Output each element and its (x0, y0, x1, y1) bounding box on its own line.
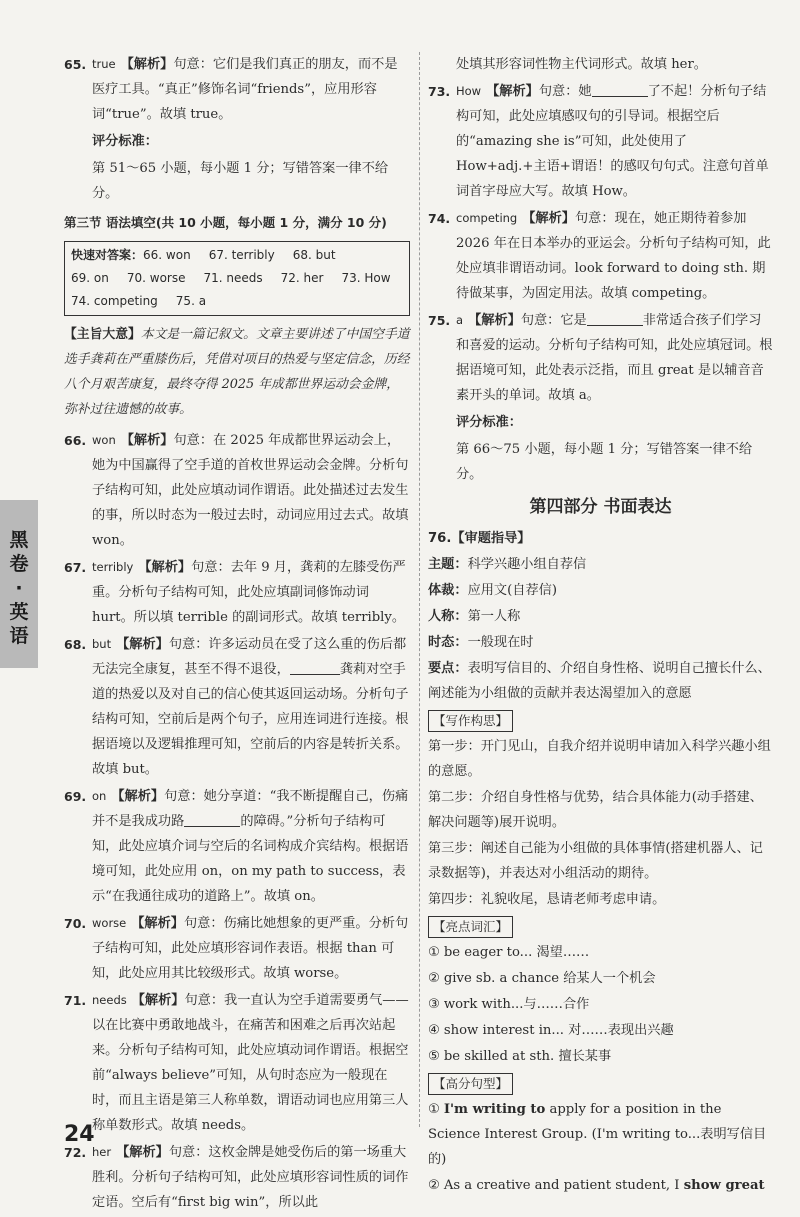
section-label: 【高分句型】 (428, 1073, 513, 1095)
analysis-text: 句意：我一直认为空手道需要勇气——以在比赛中勇敢地战斗，在痛苦和困难之后再次站起来。分析句子结构可知，此处应填动词作谓语。根据空前“always believe”可知，从句时态应为一般现在时，而且主语是第三人称单数，谓语动词也应用第三人称单数形式。故填 needs。 (92, 993, 409, 1133)
writing-step: 第一步：开门见山，自我介绍并说明申请加入科学兴趣小组的意愿。 (428, 739, 771, 779)
analysis-text: 句意：伤痛比她想象的更严重。分析句子结构可知，此处应填形容词作表语。根据 than 可知，此处应用其比较级形式。故填 worse。 (92, 916, 409, 981)
guide-row (428, 552, 773, 577)
analysis-tag: 【解析】 (486, 84, 539, 99)
question-number: 65. (64, 57, 87, 72)
answer-word: won (92, 433, 116, 447)
analysis-text: 了不起！分析句子结构可知，此处应填感叹句的引导词。根据空后的“amazing she is”可知，此处使用了 How+adj.+主语+谓语！的感叹句句式。注意句首单词首字母应大写。故填 How。 (456, 84, 769, 199)
writing-step: 第三步：阐述自己能为小组做的具体事情(搭建机器人、记录数据等)，并表达对小组活动的期待。 (428, 841, 763, 881)
guide-key: 主题： (428, 557, 468, 572)
side-tab-char: 黑 (9, 529, 29, 551)
question-number: 76. (428, 531, 452, 546)
quick-answer: 70. worse (126, 271, 186, 285)
analysis-text: 龚莉对空手道的热爱以及对自己的信心使其返回运动场。分析句子结构可知，空前后是两个句子，应用连词进行连接。根据语境以及逻辑推理可知，空前后的内容是转折关系。故填 but。 (92, 662, 409, 777)
question-number: 66. (64, 433, 87, 448)
answer-word: needs (92, 993, 127, 1007)
quick-answer: 74. competing (71, 294, 158, 308)
blank-line (592, 82, 648, 97)
answer-word: true (92, 57, 116, 71)
question-number: 73. (428, 84, 451, 99)
guide-value: 第一人称 (467, 609, 521, 624)
guide-row (428, 604, 773, 629)
guide-row (428, 630, 773, 655)
analysis-tag: 【解析】 (522, 211, 575, 226)
vocab-item (428, 992, 773, 1017)
question-number: 70. (64, 916, 87, 931)
vocab-zh: 对……表现出兴趣 (568, 1023, 674, 1038)
side-tab-char: 英 (9, 601, 29, 623)
side-tab-char: 语 (9, 625, 29, 647)
main-idea-text: 本文是一篇记叙文。文章主要讲述了中国空手道选手龚莉在严重膝伤后，凭借对项目的热爱与坚定信念，历经八个月艰苦康复，最终夺得 2025 年成都世界运动会金牌，弥补过往遗憾的故事。 (64, 327, 410, 417)
sentence-number: ① (428, 1102, 440, 1117)
writing-step: 第四步：礼貌收尾，恳请老师考虑申请。 (428, 892, 666, 907)
right-column (428, 52, 773, 1199)
sentence-bold: show great (683, 1178, 765, 1193)
quick-answer: 67. terribly (208, 248, 275, 262)
answer-70 (64, 911, 410, 986)
analysis-text: 句意：这枚金牌是她受伤后的第一场重大胜利。分析句子结构可知，此处应填形容词性质的词作定语。空后有“first big win”，所以此 (92, 1145, 409, 1210)
guide-value: 科学兴趣小组自荐信 (467, 557, 587, 572)
section-label: 【写作构思】 (428, 710, 513, 732)
guide-key: 人称： (428, 609, 468, 624)
answer-72 (64, 1140, 410, 1215)
analysis-tag: 【解析】 (131, 916, 184, 931)
vocab-zh: 与……合作 (523, 997, 590, 1012)
analysis-text: 句意：去年 9 月，龚莉的左膝受伤严重。分析句子结构可知，此处应填副词修饰动词 hurt。所以填 terrible 的副词形式。故填 terribly。 (92, 560, 406, 625)
vocab-number: ② (428, 971, 440, 986)
answer-71 (64, 988, 410, 1138)
guide-key: 时态： (428, 635, 468, 650)
vocab-number: ③ (428, 997, 440, 1012)
question-number: 69. (64, 789, 87, 804)
guide-key: 体裁： (428, 583, 468, 598)
sentence-text: apply for a position in the Science Interest Group. (I'm writing to...表明写信目的) (428, 1102, 767, 1167)
guide-key: 要点： (428, 661, 468, 676)
answer-75 (428, 308, 773, 408)
vocab-en: be eager to... (443, 945, 533, 960)
question-number: 67. (64, 560, 87, 575)
vocab-zh: 给某人一个机会 (563, 971, 656, 986)
vocab-item (428, 1018, 773, 1043)
analysis-tag: 【解析】 (120, 57, 174, 72)
guide-value: 应用文(自荐信) (467, 583, 557, 598)
writing-step: 第二步：介绍自身性格与优势，结合具体能力(动手搭建、解决问题等)展开说明。 (428, 790, 763, 830)
question-number: 71. (64, 993, 87, 1008)
score-label: 评分标准： (92, 134, 158, 149)
answer-word: terribly (92, 560, 134, 574)
question-number: 74. (428, 211, 451, 226)
analysis-text: 非常适合孩子们学习和喜爱的运动。分析句子结构可知，此处应填冠词。根据语境可知，此处表示泛指，而且 great 是以辅音音素开头的单词。故填 a。 (456, 313, 773, 403)
analysis-tag: 【解析】 (138, 560, 192, 575)
answer-word: a (456, 313, 464, 327)
analysis-text: 句意：她分享道：“我不断提醒自己，伤痛并不是我成功路 (92, 789, 409, 829)
score-label: 评分标准： (456, 415, 522, 430)
answer-word: on (92, 789, 107, 803)
vocab-item (428, 966, 773, 991)
sentence-pattern (428, 1097, 773, 1172)
quick-answer: 73. How (341, 271, 391, 285)
question-number: 75. (428, 313, 451, 328)
answer-65 (64, 52, 410, 127)
question-number: 72. (64, 1145, 87, 1160)
analysis-tag: 【解析】 (131, 993, 185, 1008)
answer-word: competing (456, 211, 518, 225)
quick-label: 快速对答案： (71, 248, 144, 262)
side-tab-char: · (15, 577, 23, 599)
sentence-bold: I'm writing to (443, 1102, 546, 1117)
vocab-zh: 擅长某事 (558, 1049, 612, 1064)
analysis-text: 句意：她 (538, 84, 592, 99)
answer-69 (64, 784, 410, 909)
analysis-tag: 【解析】 (120, 433, 174, 448)
vocab-en: be skilled at sth. (443, 1049, 555, 1064)
left-column (64, 52, 410, 1217)
score-text: 第 66～75 小题，每小题 1 分；写错答案一律不给分。 (456, 442, 753, 482)
guide-row (428, 656, 773, 706)
answer-word: her (92, 1145, 112, 1159)
page-number: 24 (64, 1122, 95, 1147)
quick-row (71, 244, 403, 267)
quick-answer: 71. needs (203, 271, 263, 285)
question-number: 68. (64, 637, 87, 652)
score-text: 第 51～65 小题，每小题 1 分；写错答案一律不给分。 (92, 161, 389, 201)
vocab-number: ① (428, 945, 440, 960)
blank-line (184, 812, 240, 827)
vocab-item (428, 940, 773, 965)
answer-word: How (456, 84, 482, 98)
blank-line (290, 660, 340, 675)
analysis-tag: 【解析】 (111, 789, 165, 804)
guide-value: 表明写信目的、介绍自身性格、说明自己擅长什么、阐述能为小组做的贡献并表达渴望加入的意愿 (428, 661, 771, 701)
quick-answer-box (64, 241, 410, 316)
q76-header (428, 526, 773, 551)
main-idea-label: 【主旨大意】 (64, 327, 141, 342)
guide-value: 一般现在时 (467, 635, 534, 650)
section-label: 【审题指导】 (451, 531, 531, 546)
section-label: 【亮点词汇】 (428, 916, 513, 938)
vocab-en: show interest in... (443, 1023, 564, 1038)
analysis-tag: 【解析】 (116, 637, 169, 652)
analysis-tag: 【解析】 (468, 313, 521, 328)
analysis-text: 句意：在 2025 年成都世界运动会上，她为中国赢得了空手道的首枚世界运动会金牌。分析句子结构可知，此处应填动词作谓语。此处描述过去发生的事，所以时态为一般过去时，动词应用过去式。故填 won。 (92, 433, 409, 548)
analysis-text: 句意：许多运动员在受了这么重的伤后都无法完全康复，甚至不得不退役， (92, 637, 407, 677)
vocab-item (428, 1044, 773, 1069)
part-title: 第四部分 书面表达 (529, 497, 672, 517)
side-tab (0, 500, 38, 668)
vocab-number: ⑤ (428, 1049, 440, 1064)
quick-answer: 72. her (280, 271, 324, 285)
answer-68 (64, 632, 410, 782)
blank-line (587, 311, 643, 326)
answer-word: but (92, 637, 112, 651)
analysis-tag: 【解析】 (116, 1145, 169, 1160)
vocab-number: ④ (428, 1023, 440, 1038)
analysis-text: 句意：它是 (520, 313, 587, 328)
section-title: 第三节 语法填空(共 10 小题，每小题 1 分，满分 10 分) (64, 215, 387, 230)
answer-67 (64, 555, 410, 630)
vocab-zh: 渴望…… (536, 945, 590, 960)
answer-74 (428, 206, 773, 306)
vocab-en: work with... (443, 997, 524, 1012)
answer-word: worse (92, 916, 127, 930)
analysis-text: 的障碍。”分析句子结构可知，此处应填介词与空后的名词构成介宾结构。根据语境可知，此处应用 on，on my path to success，表示“在我通往成功的道路上”。故填 on。 (92, 814, 409, 904)
analysis-text: 句意：它们是我们真正的朋友，而不是医疗工具。“真正”修饰名词“friends”，应用形容词“true”。故填 true。 (92, 57, 398, 122)
sentence-number: ② (428, 1178, 440, 1193)
continued-text: 处填其形容词性物主代词形式。故填 her。 (456, 57, 707, 72)
answer-73 (428, 79, 773, 204)
answer-66 (64, 428, 410, 553)
column-divider (419, 52, 420, 1127)
vocab-en: give sb. a chance (443, 971, 560, 986)
quick-row (71, 267, 403, 290)
quick-answer: 75. a (175, 294, 207, 308)
quick-answer: 68. but (292, 248, 336, 262)
analysis-text: 句意：现在，她正期待着参加 2026 年在日本举办的亚运会。分析句子结构可知，此处应填非谓语动词。look forward to doing sth. 期待做某事，为固定用法。故填 competing。 (456, 211, 771, 301)
side-tab-char: 卷 (9, 553, 29, 575)
quick-row (71, 290, 403, 313)
sentence-text: As a creative and patient student, I (443, 1178, 680, 1193)
quick-answer: 69. on (71, 271, 109, 285)
main-idea (64, 322, 410, 422)
guide-row (428, 578, 773, 603)
quick-answer: 66. won (143, 248, 191, 262)
